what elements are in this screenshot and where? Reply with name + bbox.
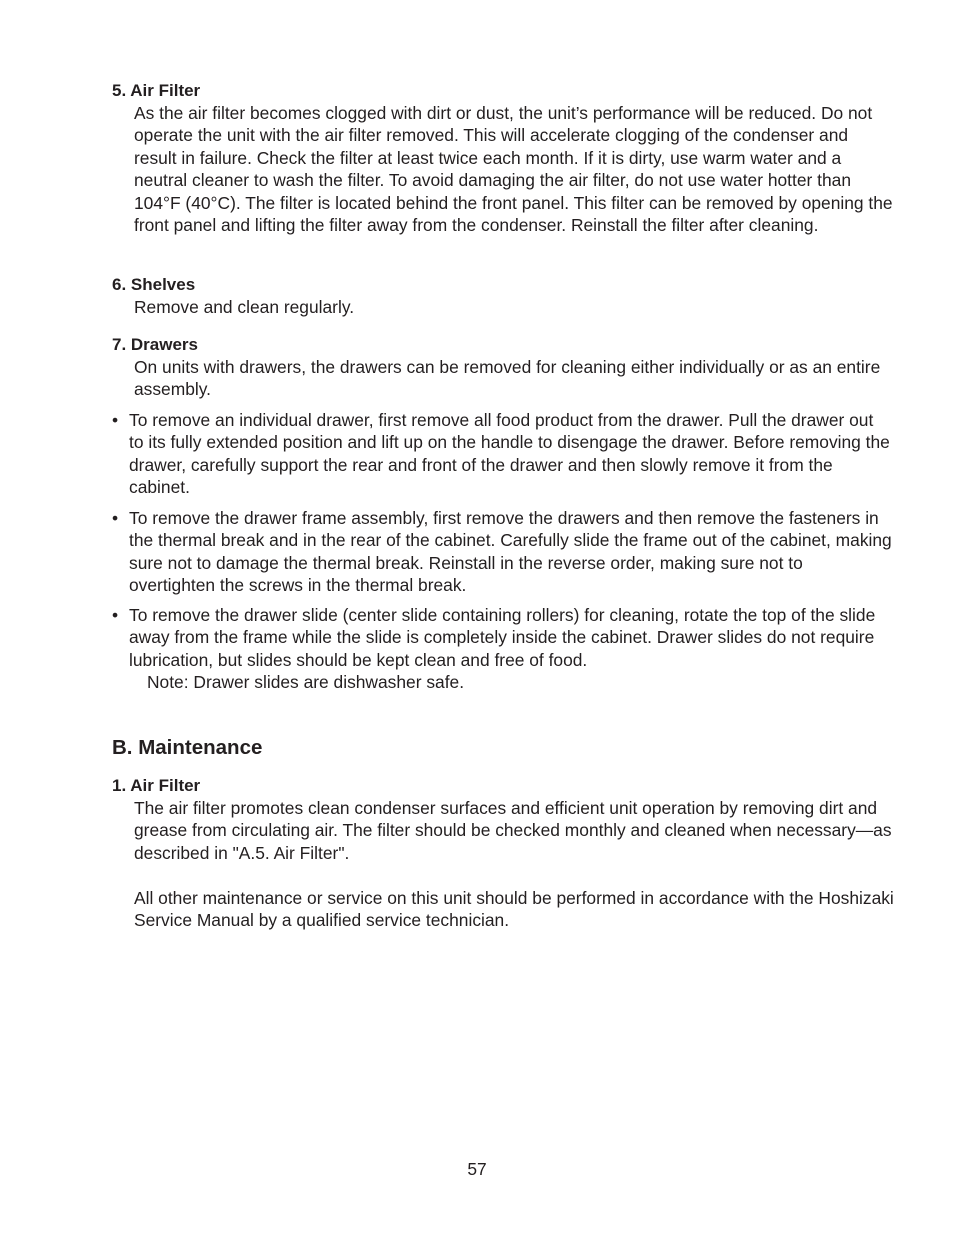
shelves-paragraph: Remove and clean regularly.: [134, 297, 355, 317]
service-paragraph: All other maintenance or service on this unit should be performed in accordance with the Hoshizaki Service Manual by a qualified service technician.: [134, 888, 894, 931]
maintenance-air-filter-paragraph: The air filter promotes clean condenser surfaces and efficient unit operation by removing dirt and grease from circulating air. The filter should be checked monthly and cleaned when necessary—as described in "A.5. Air Filter".: [134, 798, 892, 863]
drawers-paragraph: On units with drawers, the drawers can be removed for cleaning either individually or as an entire assembly.: [134, 357, 881, 400]
air-filter-heading: 5. Air Filter: [112, 81, 201, 100]
bullet-text: To remove the drawer slide (center slide containing rollers) for cleaning, rotate the top of the slide away from the frame while the slide is completely inside the cabinet. Drawer slides do not require lubrication, but slides should be kept clean and free of food.: [129, 605, 876, 670]
bullet-dot: •: [112, 410, 119, 430]
slide-removal-bullet: [112, 604, 892, 671]
bullet-dot: •: [112, 508, 119, 528]
bullet-text: To remove the drawer frame assembly, first remove the drawers and then remove the fasteners in the thermal break and in the rear of the cabinet. Carefully slide the frame out of the cabinet, making sure not to damage the thermal break. Reinstall in the reverse order, making sure not to overtighten the screws in the thermal break.: [129, 508, 892, 596]
maintenance-air-filter-heading: 1. Air Filter: [112, 776, 201, 795]
shelves-heading: 6. Shelves: [112, 275, 196, 294]
dishwasher-note: Note: Drawer slides are dishwasher safe.: [147, 672, 465, 692]
maintenance-heading: B. Maintenance: [112, 736, 263, 759]
air-filter-paragraph: As the air filter becomes clogged with dirt or dust, the unit’s performance will be reduced. Do not operate the unit with the air filter removed. This will accelerate clogging of the condenser and result in failure. Check the filter at least twice each month. If it is dirty, use warm water and a neutral cleaner to wash the filter. To avoid damaging the air filter, do not use water hotter than 104°F (40°C). The filter is located behind the front panel. This filter can be removed by opening the front panel and lifting the filter away from the condenser. Reinstall the filter after cleaning.: [134, 103, 893, 236]
page-number: 57: [467, 1159, 487, 1179]
bullet-dot: •: [112, 605, 119, 625]
drawers-heading: 7. Drawers: [112, 335, 198, 354]
frame-removal-bullet: [112, 507, 892, 597]
bullet-text: To remove an individual drawer, first remove all food product from the drawer. Pull the drawer out to its fully extended position and lift up on the handle to disengage the drawer. Before removing the drawer, carefully support the rear and front of the drawer and then slowly remove it from the cabinet.: [129, 410, 890, 498]
drawer-removal-bullet: [112, 409, 892, 499]
